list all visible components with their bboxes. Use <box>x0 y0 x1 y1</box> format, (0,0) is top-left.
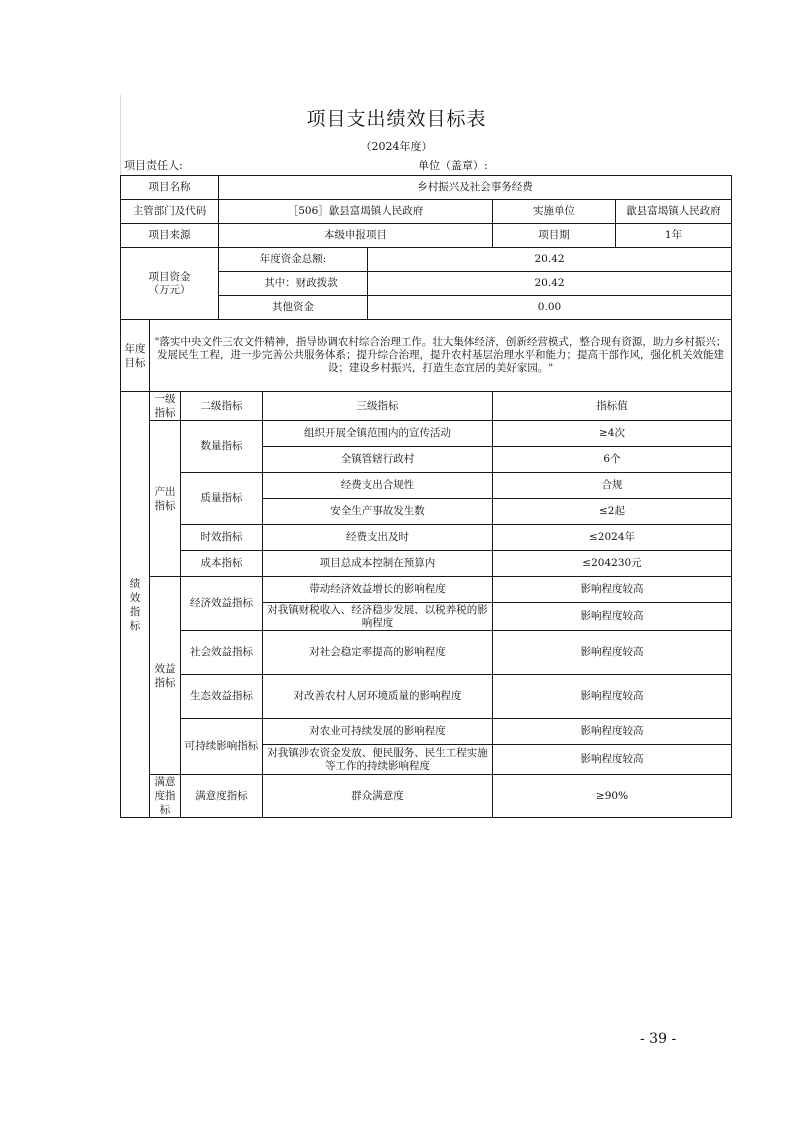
funds-total-label: 年度资金总额: <box>219 248 368 272</box>
period-label: 项目期 <box>493 224 616 248</box>
annual-goal-text: "落实中央文件三农文件精神，指导协调农村综合治理工作。壮大集体经济，创新经营模式，整合现有资源，助力乡村振兴；发展民生工程，进一步完善公共服务体系；提升综合治理，提升农村基层治理水平和能力；提高干部作风，强化机关效能建设；建设乡村振兴，打造生态宜居的美好家园。" <box>150 320 732 392</box>
project-name-label: 项目名称 <box>121 176 219 200</box>
funds-fiscal-label: 其中：财政拨款 <box>219 272 368 296</box>
unit-seal-label: 单位（盖章）: <box>418 159 488 172</box>
timeliness-indicators-label: 时效指标 <box>181 525 263 551</box>
indicator-row: 对农业可持续发展的影响程度 <box>263 719 493 745</box>
header-level3: 三级指标 <box>263 392 493 421</box>
funds-other-label: 其他资金 <box>219 296 368 320</box>
page-number: - 39 - <box>640 1031 677 1047</box>
benefit-indicators-label: 效益指标 <box>150 577 181 775</box>
indicator-row: 对我镇财税收入、经济稳步发展、以税养税的影响程度 <box>263 603 493 631</box>
indicator-value: ≥90% <box>493 775 732 818</box>
performance-table <box>120 175 732 818</box>
indicator-value: 影响程度较高 <box>493 577 732 603</box>
indicator-row: 安全生产事故发生数 <box>263 499 493 525</box>
indicators-section-label: 绩效指标 <box>121 392 150 818</box>
funds-label-text: 项目资金 <box>148 270 191 283</box>
document-year: （2024年度） <box>360 140 433 153</box>
impl-unit-value: 歙县富堨镇人民政府 <box>616 200 732 224</box>
indicator-value: 6个 <box>493 447 732 473</box>
indicator-row: 带动经济效益增长的影响程度 <box>263 577 493 603</box>
indicator-value: ≤2起 <box>493 499 732 525</box>
sustainable-indicators-label: 可持续影响指标 <box>181 719 263 775</box>
funds-other-value: 0.00 <box>368 296 732 320</box>
funds-label <box>121 248 219 320</box>
indicator-row: 对我镇涉农资金发放、便民服务、民生工程实施等工作的持续影响程度 <box>263 745 493 775</box>
indicator-row: 项目总成本控制在预算内 <box>263 551 493 577</box>
quality-indicators-label: 质量指标 <box>181 473 263 525</box>
indicator-value: 影响程度较高 <box>493 675 732 719</box>
indicator-row: 全镇管辖行政村 <box>263 447 493 473</box>
social-indicators-label: 社会效益指标 <box>181 631 263 675</box>
source-value: 本级申报项目 <box>219 224 493 248</box>
output-indicators-label: 产出指标 <box>150 421 181 577</box>
period-value: 1年 <box>616 224 732 248</box>
quantity-indicators-label: 数量指标 <box>181 421 263 473</box>
dept-label: 主管部门及代码 <box>121 200 219 224</box>
funds-unit-text: （万元） <box>148 283 191 296</box>
project-name-value: 乡村振兴及社会事务经费 <box>219 176 732 200</box>
economic-indicators-label: 经济效益指标 <box>181 577 263 631</box>
indicator-row: 对改善农村人居环境质量的影响程度 <box>263 675 493 719</box>
indicator-value: 影响程度较高 <box>493 745 732 775</box>
indicator-value: 合规 <box>493 473 732 499</box>
header-level2: 二级指标 <box>181 392 263 421</box>
ecological-indicators-label: 生态效益指标 <box>181 675 263 719</box>
indicator-value: ≤204230元 <box>493 551 732 577</box>
dept-value: ［506］歙县富堨镇人民政府 <box>219 200 493 224</box>
indicator-row: 对社会稳定率提高的影响程度 <box>263 631 493 675</box>
funds-total-value: 20.42 <box>368 248 732 272</box>
indicator-row: 群众满意度 <box>263 775 493 818</box>
indicator-value: ≥4次 <box>493 421 732 447</box>
document-title: 项目支出绩效目标表 <box>306 108 487 130</box>
indicator-value: 影响程度较高 <box>493 631 732 675</box>
indicator-row: 经费支出合规性 <box>263 473 493 499</box>
cost-indicators-label: 成本指标 <box>181 551 263 577</box>
indicator-value: 影响程度较高 <box>493 719 732 745</box>
header-value: 指标值 <box>493 392 732 421</box>
funds-fiscal-value: 20.42 <box>368 272 732 296</box>
responsible-person-label: 项目责任人: <box>124 159 183 172</box>
satisfaction-subindicator-label: 满意度指标 <box>181 775 263 818</box>
source-label: 项目来源 <box>121 224 219 248</box>
indicator-row: 经费支出及时 <box>263 525 493 551</box>
annual-goal-label: 年度目标 <box>121 320 150 392</box>
indicator-value: 影响程度较高 <box>493 603 732 631</box>
satisfaction-indicators-label: 满意度指标 <box>150 775 181 818</box>
indicator-value: ≤2024年 <box>493 525 732 551</box>
indicator-row: 组织开展全镇范围内的宣传活动 <box>263 421 493 447</box>
impl-unit-label: 实施单位 <box>493 200 616 224</box>
header-level1: 一级指标 <box>150 392 181 421</box>
